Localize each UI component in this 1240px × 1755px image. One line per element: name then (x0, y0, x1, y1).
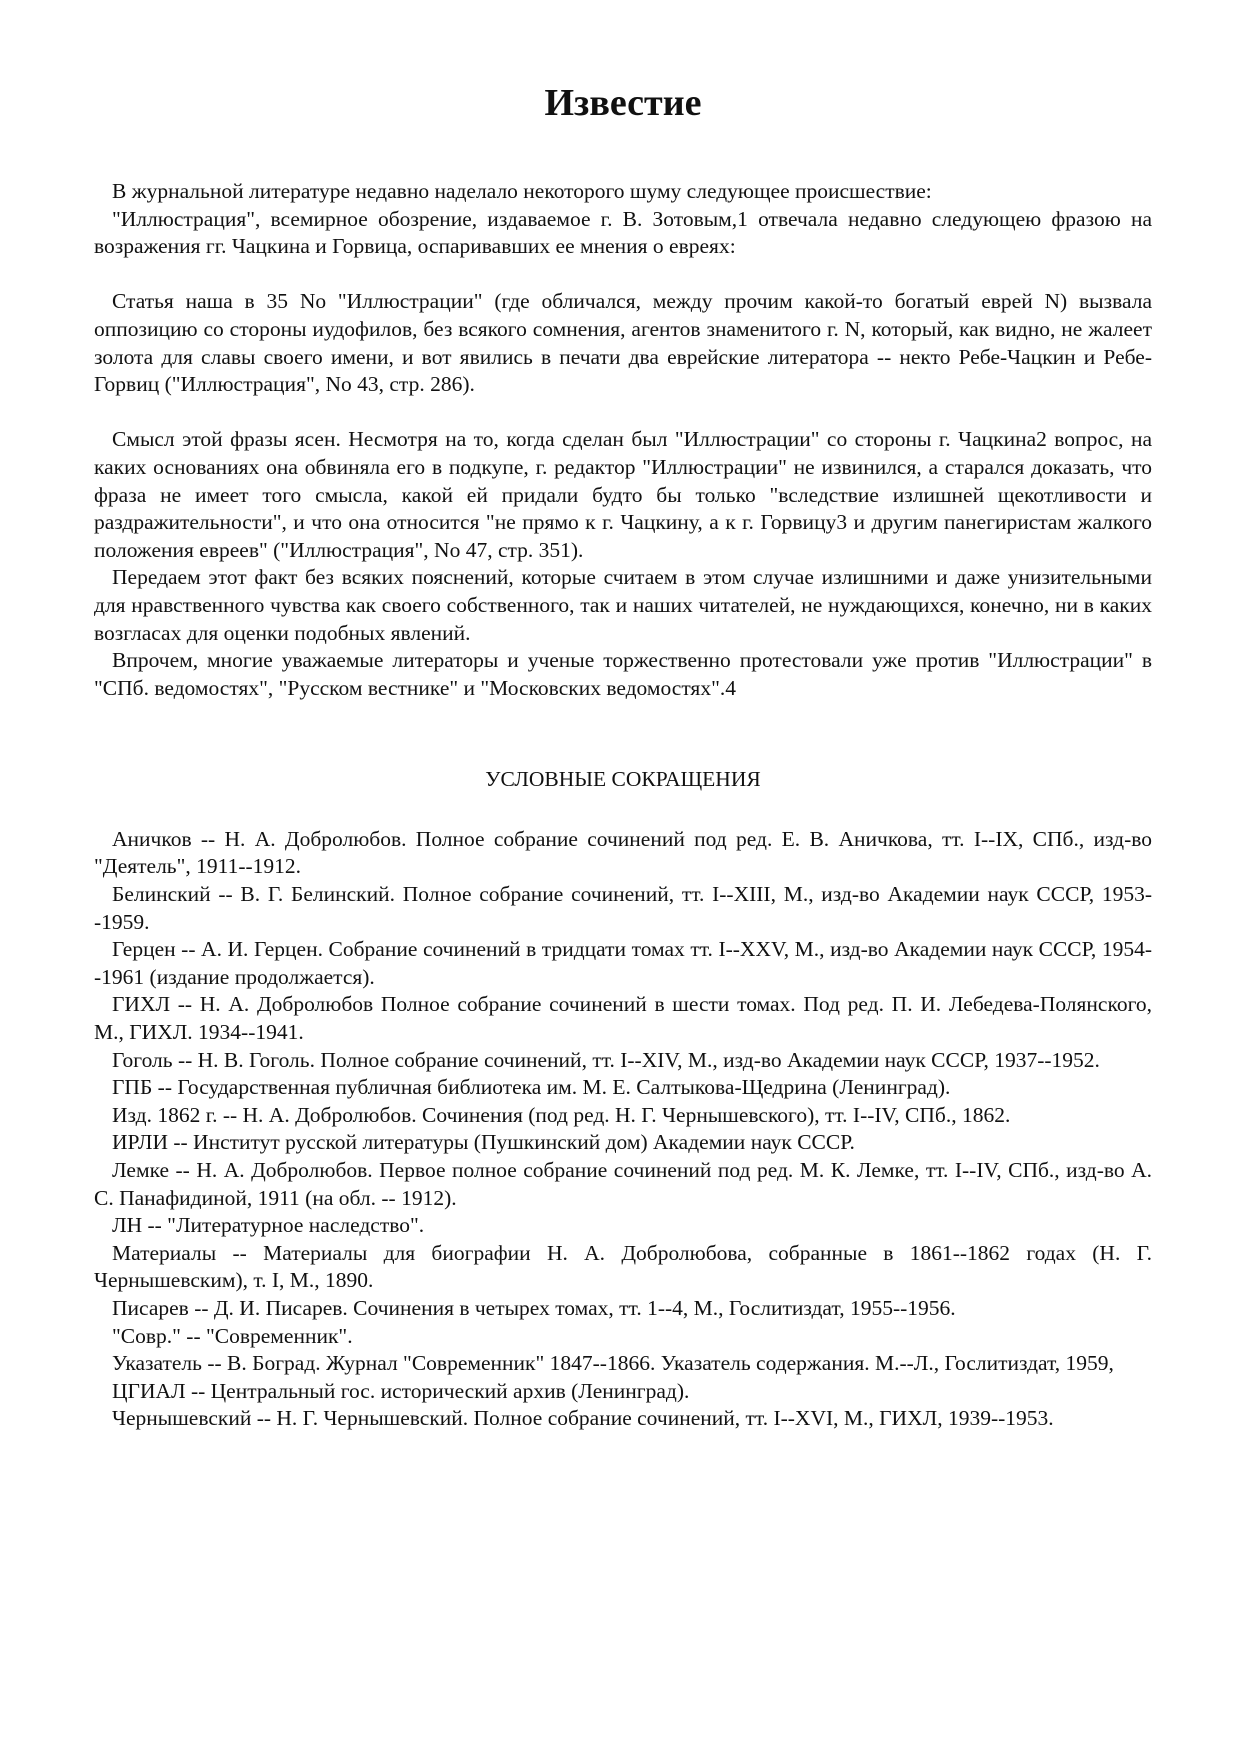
abbreviation-item: Гоголь -- Н. В. Гоголь. Полное собрание сочинений, тт. I--XIV, М., изд-во Академии наук СССР, 1937--1952. (112, 1047, 1100, 1072)
paragraph-gap (94, 399, 1152, 427)
abbreviation-item: ГПБ -- Государственная публичная библиотека им. М. Е. Салтыкова-Щедрина (Ленинград). (112, 1075, 951, 1100)
abbreviation-item: Указатель -- В. Боград. Журнал "Современник" 1847--1866. Указатель содержания. М.--Л., Гослитиздат, 1959, (112, 1351, 1114, 1376)
abbreviation-item: Аничков -- Н. А. Добролюбов. Полное собрание сочинений под ред. Е. В. Аничкова, тт. I--IX, СПб., изд-во "Деятель", 1911--1912. (94, 826, 1152, 879)
paragraph-gap (94, 261, 1152, 289)
abbreviation-item: ГИХЛ -- Н. А. Добролюбов Полное собрание сочинений в шести томах. Под ред. П. И. Лебедева-Полянского, М., ГИХЛ. 1934--1941. (94, 992, 1152, 1045)
abbreviation-item: Герцен -- А. И. Герцен. Собрание сочинений в тридцати томах тт. I--XXV, М., изд-во Академии наук СССР, 1954--1961 (издание продолжается). (94, 937, 1152, 989)
document-title: Известие (544, 82, 702, 124)
abbreviation-item: Изд. 1862 г. -- Н. А. Добролюбов. Сочинения (под ред. Н. Г. Чернышевского), тт. I--IV, СПб., 1862. (112, 1102, 1011, 1127)
abbreviation-item: Писарев -- Д. И. Писарев. Сочинения в четырех томах, тт. 1--4, М., Гослитиздат, 1955--1956. (112, 1295, 956, 1320)
abbreviations-list (94, 826, 1152, 1433)
abbreviation-item: Материалы -- Материалы для биографии Н. А. Добролюбова, собранные в 1861--1862 годах (Н. Г. Чернышевским), т. I, М., 1890. (94, 1240, 1152, 1293)
abbreviation-item: ИРЛИ -- Институт русской литературы (Пушкинский дом) Академии наук СССР. (112, 1130, 855, 1155)
quote-paragraph: Статья наша в 35 No "Иллюстрации" (где обличался, между прочим какой-то богатый еврей N) вызвала оппозицию со стороны иудофилов, без всякого сомнения, агентов знаменитого г. N, который, как видно, не жалеет золота для славы своего имени, и вот явились в печати два еврейские литератора -- некто Ребе-Чацкин и Ребе-Горвиц ("Иллюстрация", No 43, стр. 286). (94, 289, 1152, 397)
paragraph: Смысл этой фразы ясен. Несмотря на то, когда сделан был "Иллюстрации" со стороны г. Чацкина2 вопрос, на каких основаниях она обвиняла его в подкупе, г. редактор "Иллюстрации" не извинился, а старался доказать, что фраза не имеет того смысла, какой ей придали будто бы только "вследствие излишней щекотливости и раздражительности", и что она относится "не прямо к г. Чацкину, а к г. Горвицу3 и другим панегиристам жалкого положения евреев" ("Иллюстрация", No 47, стр. 351). (94, 427, 1152, 562)
abbreviation-item: Белинский -- В. Г. Белинский. Полное собрание сочинений, тт. I--XIII, М., изд-во Академии наук СССР, 1953--1959. (94, 882, 1152, 934)
paragraph: В журнальной литературе недавно наделало некоторого шуму следующее происшествие: (112, 179, 932, 203)
abbreviations-heading: УСЛОВНЫЕ СОКРАЩЕНИЯ (485, 767, 761, 792)
document-page (94, 70, 1152, 1433)
abbreviation-item: Лемке -- Н. А. Добролюбов. Первое полное собрание сочинений под ред. М. К. Лемке, тт. I--IV, СПб., изд-во А. С. Панафидиной, 1911 (на обл. -- 1912). (94, 1158, 1152, 1210)
paragraph: "Иллюстрация", всемирное обозрение, издаваемое г. В. Зотовым,1 отвечала недавно следующею фразою на возражения гг. Чацкина и Горвица, оспаривавших ее мнения о евреях: (94, 206, 1152, 259)
paragraph: Передаем этот факт без всяких пояснений, которые считаем в этом случае излишними и даже унизительными для нравственного чувства как своего собственного, так и наших читателей, не нуждающихся, конечно, ни в каких возгласах для оценки подобных явлений. (94, 565, 1152, 645)
abbreviation-item: Чернышевский -- Н. Г. Чернышевский. Полное собрание сочинений, тт. I--XVI, М., ГИХЛ, 1939--1953. (112, 1406, 1054, 1431)
abbreviation-item: ЛН -- "Литературное наследство". (112, 1213, 425, 1238)
paragraph: Впрочем, многие уважаемые литераторы и ученые торжественно протестовали уже против "Иллюстрации" в "СПб. ведомостях", "Русском вестнике" и "Московских ведомостях".4 (94, 648, 1152, 700)
section-gap (94, 702, 1152, 766)
abbreviation-item: "Совр." -- "Современник". (112, 1323, 353, 1348)
abbreviation-item: ЦГИАЛ -- Центральный гос. исторический архив (Ленинград). (112, 1378, 690, 1403)
